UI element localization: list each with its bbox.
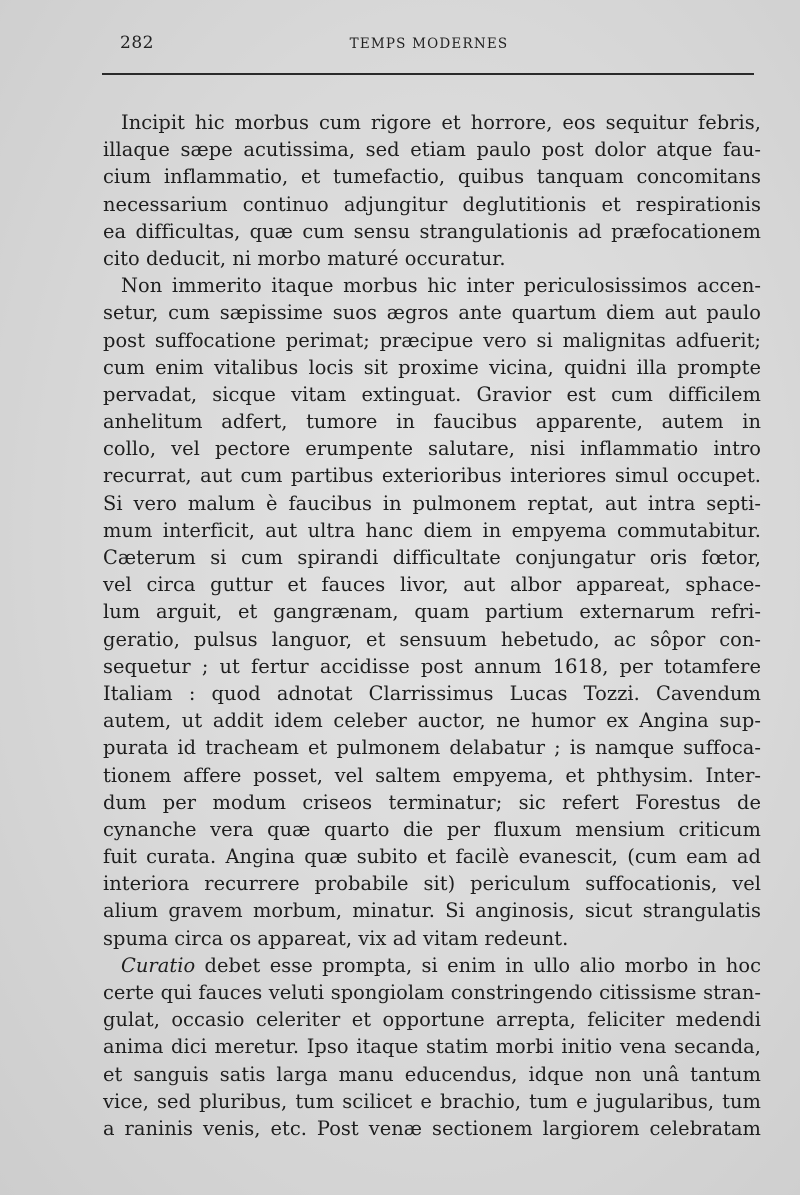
text-line: vice, sed pluribus, tum scilicet e brachio, tum e jugularibus, tum bbox=[103, 1089, 761, 1113]
text-line: lum arguit, et gangrænam, quam partium externarum refri- bbox=[103, 600, 761, 624]
running-title: TEMPS MODERNES bbox=[349, 36, 509, 52]
text-line: alium gravem morbum, minatur. Si anginosis, sicut strangulatis bbox=[103, 899, 761, 923]
text-line: collo, vel pectore erumpente salutare, nisi inflammatio intro bbox=[103, 437, 761, 461]
text-line: recurrat, aut cum partibus exterioribus interiores simul occupet. bbox=[103, 464, 761, 488]
text-line: spuma circa os appareat, vix ad vitam redeunt. bbox=[103, 926, 569, 950]
text-line: sequetur ; ut fertur accidisse post annum 1618, per totamfere bbox=[103, 654, 761, 678]
text-line: Si vero malum è faucibus in pulmonem reptat, aut intra septi- bbox=[103, 491, 761, 515]
text-line: illaque sæpe acutissima, sed etiam paulo post dolor atque fau- bbox=[103, 138, 761, 162]
text-line: Non immerito itaque morbus hic inter periculosissimos accen- bbox=[121, 274, 761, 298]
text-line-curatio bbox=[103, 952, 761, 979]
text-line: necessarium continuo adjungitur deglutitionis et respirationis bbox=[103, 192, 761, 216]
text-line: post suffocatione perimat; præcipue vero si malignitas adfuerit; bbox=[103, 328, 761, 352]
text-line: et sanguis satis larga manu educendus, idque non unâ tantum bbox=[103, 1062, 761, 1086]
text-line: Incipit hic morbus cum rigore et horrore, eos sequitur febris, bbox=[121, 111, 761, 134]
text-line: setur, cum sæpissime suos ægros ante quartum diem aut paulo bbox=[103, 301, 761, 325]
text-line: fuit curata. Angina quæ subito et facilè evanescit, (cum eam ad bbox=[103, 845, 761, 869]
text-line: certe qui fauces veluti spongiolam constringendo citissisme stran- bbox=[103, 981, 761, 1004]
text-line: pervadat, sicque vitam extinguat. Gravior est cum difficilem bbox=[103, 382, 761, 406]
text-line: Cæterum si cum spirandi difficultate conjungatur oris fœtor, bbox=[103, 546, 761, 569]
body-text bbox=[103, 109, 761, 1142]
curatio-word: Curatio bbox=[121, 953, 196, 977]
text-line: geratio, pulsus languor, et sensuum hebetudo, ac sôpor con- bbox=[103, 627, 761, 651]
text-line: tionem affere posset, vel saltem empyema, et phthysim. Inter- bbox=[103, 763, 761, 787]
text-line: cum enim vitalibus locis sit proxime vicina, quidni illa prompte bbox=[103, 355, 761, 379]
text-line-rest: debet esse prompta, si enim in ullo alio morbo in hoc bbox=[195, 953, 761, 977]
text-line: cium inflammatio, et tumefactio, quibus tanquam concomitans bbox=[103, 165, 761, 189]
text-line: Italiam : quod adnotat Clarrissimus Lucas Tozzi. Cavendum bbox=[103, 681, 761, 705]
text-line: interiora recurrere probabile sit) periculum suffocationis, vel bbox=[103, 872, 761, 896]
text-line: purata id tracheam et pulmonem delabatur ; is namque suffoca- bbox=[103, 736, 761, 760]
text-line: gulat, occasio celeriter et opportune arrepta, feliciter medendi bbox=[103, 1008, 761, 1032]
text-line: anhelitum adfert, tumore in faucibus apparente, autem in bbox=[103, 410, 761, 434]
text-line: dum per modum criseos terminatur; sic refert Forestus de bbox=[103, 790, 761, 814]
text-line: ea difficultas, quæ cum sensu strangulationis ad præfocationem bbox=[103, 219, 761, 243]
text-line: a raninis venis, etc. Post venæ sectionem largiorem celebratam bbox=[103, 1116, 761, 1140]
page-number: 282 bbox=[120, 33, 154, 53]
text-line: anima dici meretur. Ipso itaque statim morbi initio vena secanda, bbox=[103, 1035, 761, 1059]
text-line: cito deducit, ni morbo maturé occuratur. bbox=[103, 246, 506, 270]
text-line: mum interficit, aut ultra hanc diem in empyema commutabitur. bbox=[103, 518, 761, 542]
text-line: vel circa guttur et fauces livor, aut albor appareat, sphace- bbox=[103, 573, 761, 597]
text-line: autem, ut addit idem celeber auctor, ne humor ex Angina sup- bbox=[103, 709, 761, 733]
page-header bbox=[104, 33, 754, 59]
text-line: cynanche vera quæ quarto die per fluxum mensium criticum bbox=[103, 817, 761, 841]
header-rule bbox=[102, 73, 754, 75]
